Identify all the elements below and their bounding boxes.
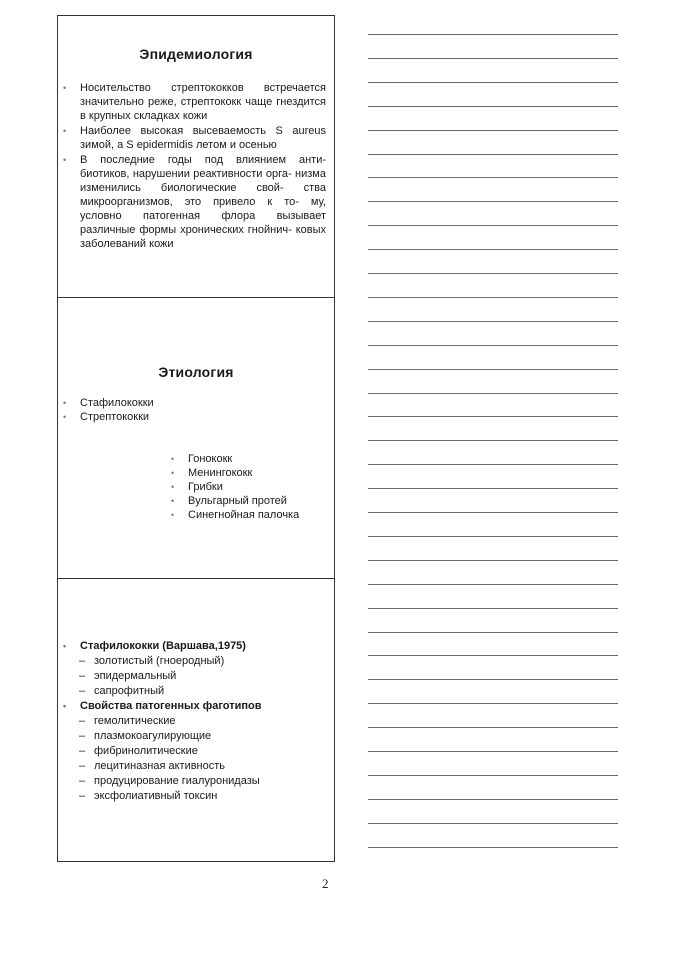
list-item: – продуцирование гиалуронидазы (58, 774, 262, 789)
note-line (368, 536, 618, 537)
list-item: • Наиболее высокая высеваемость S aureus зимой, а S epidermidis летом и осенью (58, 124, 326, 152)
note-line (368, 655, 618, 656)
note-line (368, 751, 618, 752)
staph-types-list (58, 654, 262, 699)
note-line (368, 82, 618, 83)
note-line (368, 393, 618, 394)
note-line (368, 560, 618, 561)
note-line (368, 608, 618, 609)
list-item: • Грибки (166, 480, 299, 494)
note-line (368, 416, 618, 417)
page-number: 2 (322, 876, 329, 891)
staph-content (58, 639, 262, 804)
bullet-list (58, 81, 326, 251)
note-line (368, 297, 618, 298)
note-line (368, 177, 618, 178)
list-item: – золотистый (гноеродный) (58, 654, 262, 669)
list-item: • В последние годы под влиянием анти- биотиков, нарушении реактивности орга- низма изменились биологические свой- ства микроорганизмов, это привело к то- му, условно патогенная флора вызывает различные формы хронических гнойнич- ковых заболеваний кожи (58, 153, 326, 251)
note-line (368, 464, 618, 465)
note-line (368, 775, 618, 776)
note-line (368, 440, 618, 441)
list-item: – фибринолитические (58, 744, 262, 759)
props-list (58, 714, 262, 804)
list-item: – эпидермальный (58, 669, 262, 684)
note-line (368, 823, 618, 824)
list-item: • Гонококк (166, 452, 299, 466)
note-line (368, 799, 618, 800)
list-item: • Менингококк (166, 466, 299, 480)
note-line (368, 225, 618, 226)
note-line (368, 201, 618, 202)
bullet-list (58, 699, 262, 714)
list-item: • Вульгарный протей (166, 494, 299, 508)
list-item: – гемолитические (58, 714, 262, 729)
note-line (368, 632, 618, 633)
list-item: – сапрофитный (58, 684, 262, 699)
other-pathogens-list (166, 452, 299, 522)
note-line (368, 679, 618, 680)
note-line (368, 703, 618, 704)
list-item: • Стафилококки (58, 396, 154, 410)
note-line (368, 584, 618, 585)
note-line (368, 58, 618, 59)
list-item: • Стрептококки (58, 410, 154, 424)
bullet-list (58, 639, 262, 654)
note-line (368, 34, 618, 35)
note-line (368, 345, 618, 346)
staph-heading: • Стафилококки (Варшава,1975) (58, 639, 262, 654)
list-item: • Синегнойная палочка (166, 508, 299, 522)
note-line (368, 154, 618, 155)
note-line (368, 106, 618, 107)
props-heading: • Свойства патогенных фаготипов (58, 699, 262, 714)
slide-title: Эпидемиология (139, 46, 253, 62)
note-line (368, 249, 618, 250)
slide-etiology (58, 298, 334, 579)
slides-frame (57, 15, 335, 862)
list-item: • Носительство стрептококков встречается значительно реже, стрептококк чаще гнездится в крупных складках кожи (58, 81, 326, 123)
note-line (368, 130, 618, 131)
note-line (368, 512, 618, 513)
note-line (368, 488, 618, 489)
note-line (368, 847, 618, 848)
note-line (368, 273, 618, 274)
note-line (368, 321, 618, 322)
list-item: – эксфолиативный токсин (58, 789, 262, 804)
list-item: – лецитиназная активность (58, 759, 262, 774)
slide-epidemiology (58, 16, 334, 298)
slide-staphylococci (58, 579, 334, 861)
slide-title: Этиология (158, 364, 234, 380)
note-line (368, 369, 618, 370)
main-pathogens-list (58, 396, 154, 424)
note-line (368, 727, 618, 728)
list-item: – плазмокоагулирующие (58, 729, 262, 744)
